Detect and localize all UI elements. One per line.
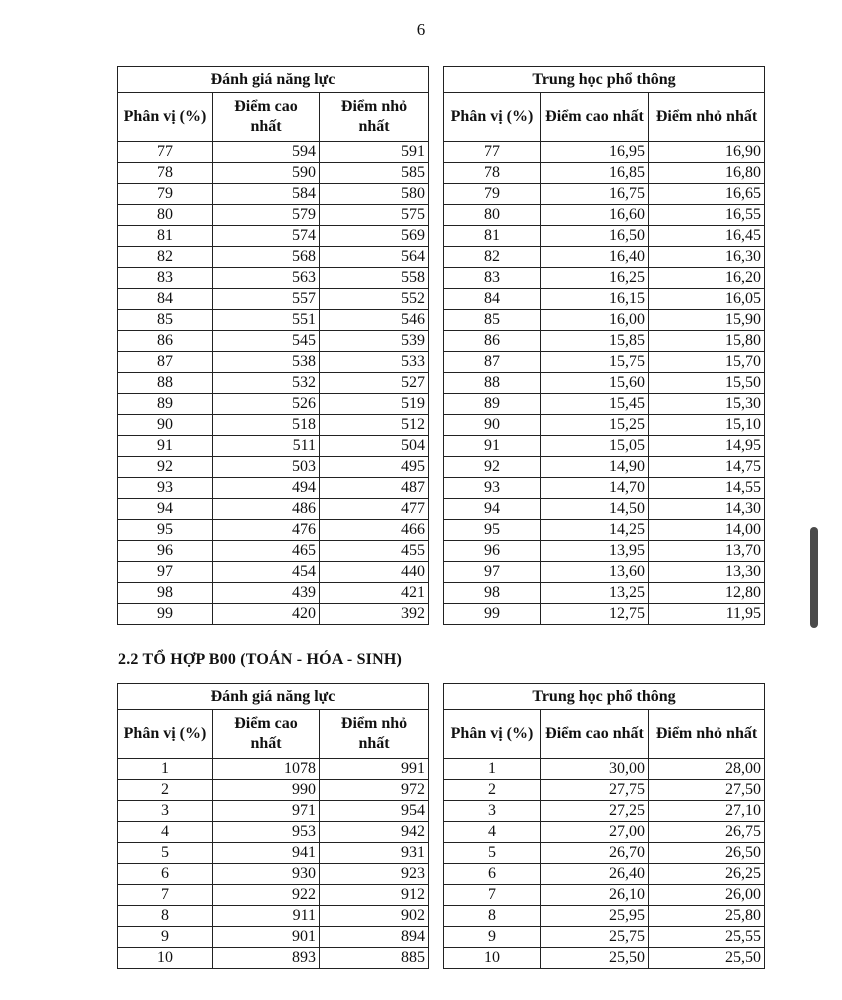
cell-max-score: 27,25: [541, 801, 649, 822]
cell-min-score: 28,00: [649, 759, 765, 780]
cell-percentile: 87: [444, 352, 541, 373]
cell-min-score: 25,55: [649, 927, 765, 948]
cell-min-score: 13,30: [649, 562, 765, 583]
cell-percentile: 8: [444, 906, 541, 927]
cell-max-score: 13,25: [541, 583, 649, 604]
col-header-min-score: Điểm nhỏ nhất: [320, 710, 429, 759]
cell-min-score: 25,50: [649, 948, 765, 969]
cell-percentile: 10: [444, 948, 541, 969]
table-thpt-top: [443, 66, 765, 625]
table-row: [118, 583, 429, 604]
table-row: [118, 247, 429, 268]
table-row: [118, 394, 429, 415]
table-row: [444, 927, 765, 948]
cell-max-score: 16,15: [541, 289, 649, 310]
col-header-max-score: Điểm cao nhất: [541, 93, 649, 142]
table-row: [444, 415, 765, 436]
cell-percentile: 84: [118, 289, 213, 310]
cell-min-score: 14,75: [649, 457, 765, 478]
cell-percentile: 91: [118, 436, 213, 457]
table-row: [118, 864, 429, 885]
cell-percentile: 1: [444, 759, 541, 780]
cell-min-score: 15,80: [649, 331, 765, 352]
cell-max-score: 16,75: [541, 184, 649, 205]
cell-max-score: 25,75: [541, 927, 649, 948]
table-row: [444, 906, 765, 927]
cell-percentile: 90: [118, 415, 213, 436]
cell-min-score: 16,30: [649, 247, 765, 268]
cell-max-score: 594: [213, 142, 320, 163]
cell-max-score: 494: [213, 478, 320, 499]
cell-max-score: 27,00: [541, 822, 649, 843]
cell-percentile: 94: [118, 499, 213, 520]
table-row: [444, 163, 765, 184]
table-row: [118, 520, 429, 541]
cell-min-score: 527: [320, 373, 429, 394]
col-header-percentile: Phân vị (%): [444, 710, 541, 759]
cell-max-score: 12,75: [541, 604, 649, 625]
cell-min-score: 13,70: [649, 541, 765, 562]
cell-max-score: 16,50: [541, 226, 649, 247]
cell-min-score: 15,10: [649, 415, 765, 436]
cell-min-score: 12,80: [649, 583, 765, 604]
table-row: [444, 541, 765, 562]
cell-percentile: 99: [118, 604, 213, 625]
table-row: [444, 247, 765, 268]
cell-max-score: 574: [213, 226, 320, 247]
cell-max-score: 1078: [213, 759, 320, 780]
table-row: [118, 948, 429, 969]
table-row: [118, 759, 429, 780]
cell-max-score: 26,10: [541, 885, 649, 906]
table-row: [118, 457, 429, 478]
cell-min-score: 991: [320, 759, 429, 780]
cell-min-score: 902: [320, 906, 429, 927]
cell-max-score: 893: [213, 948, 320, 969]
table-row: [444, 843, 765, 864]
cell-max-score: 16,00: [541, 310, 649, 331]
table-row: [444, 310, 765, 331]
cell-percentile: 90: [444, 415, 541, 436]
cell-min-score: 14,00: [649, 520, 765, 541]
table-row: [118, 562, 429, 583]
cell-percentile: 98: [118, 583, 213, 604]
table-row: [118, 184, 429, 205]
cell-max-score: 16,25: [541, 268, 649, 289]
table-row: [444, 184, 765, 205]
table-row: [118, 205, 429, 226]
cell-min-score: 923: [320, 864, 429, 885]
cell-percentile: 93: [444, 478, 541, 499]
cell-percentile: 84: [444, 289, 541, 310]
cell-percentile: 91: [444, 436, 541, 457]
table-row: [118, 906, 429, 927]
table-row: [118, 885, 429, 906]
col-header-percentile: Phân vị (%): [118, 93, 213, 142]
table-row: [444, 457, 765, 478]
cell-min-score: 512: [320, 415, 429, 436]
cell-percentile: 83: [444, 268, 541, 289]
cell-max-score: 901: [213, 927, 320, 948]
table-row: [118, 843, 429, 864]
cell-percentile: 80: [118, 205, 213, 226]
cell-min-score: 546: [320, 310, 429, 331]
section-heading: 2.2 TỔ HỢP B00 (TOÁN - HÓA - SINH): [118, 651, 403, 668]
cell-max-score: 14,50: [541, 499, 649, 520]
table-row: [118, 331, 429, 352]
table-row: [444, 520, 765, 541]
col-header-max-score: Điểm cao nhất: [213, 93, 320, 142]
cell-percentile: 78: [118, 163, 213, 184]
page-number: 6: [416, 20, 426, 39]
cell-min-score: 26,75: [649, 822, 765, 843]
cell-percentile: 89: [444, 394, 541, 415]
cell-max-score: 579: [213, 205, 320, 226]
cell-max-score: 15,75: [541, 352, 649, 373]
scrollbar-thumb[interactable]: [810, 527, 818, 628]
cell-percentile: 1: [118, 759, 213, 780]
cell-min-score: 11,95: [649, 604, 765, 625]
cell-percentile: 88: [118, 373, 213, 394]
table-title: Trung học phổ thông: [444, 684, 765, 710]
cell-min-score: 392: [320, 604, 429, 625]
cell-min-score: 580: [320, 184, 429, 205]
cell-min-score: 15,30: [649, 394, 765, 415]
cell-max-score: 14,70: [541, 478, 649, 499]
cell-min-score: 591: [320, 142, 429, 163]
cell-min-score: 972: [320, 780, 429, 801]
cell-percentile: 78: [444, 163, 541, 184]
cell-percentile: 2: [444, 780, 541, 801]
table-row: [444, 373, 765, 394]
cell-max-score: 911: [213, 906, 320, 927]
cell-max-score: 532: [213, 373, 320, 394]
cell-percentile: 94: [444, 499, 541, 520]
table-row: [118, 478, 429, 499]
cell-min-score: 533: [320, 352, 429, 373]
table-row: [444, 583, 765, 604]
cell-max-score: 503: [213, 457, 320, 478]
cell-min-score: 15,70: [649, 352, 765, 373]
table-row: [444, 562, 765, 583]
cell-percentile: 85: [444, 310, 541, 331]
table-row: [118, 415, 429, 436]
cell-percentile: 88: [444, 373, 541, 394]
cell-percentile: 92: [444, 457, 541, 478]
cell-min-score: 558: [320, 268, 429, 289]
cell-max-score: 26,70: [541, 843, 649, 864]
cell-min-score: 27,50: [649, 780, 765, 801]
cell-max-score: 511: [213, 436, 320, 457]
cell-percentile: 5: [444, 843, 541, 864]
cell-max-score: 454: [213, 562, 320, 583]
cell-max-score: 27,75: [541, 780, 649, 801]
cell-max-score: 13,60: [541, 562, 649, 583]
cell-max-score: 16,95: [541, 142, 649, 163]
table-row: [118, 541, 429, 562]
table-row: [118, 780, 429, 801]
cell-min-score: 495: [320, 457, 429, 478]
cell-percentile: 89: [118, 394, 213, 415]
cell-min-score: 14,55: [649, 478, 765, 499]
cell-min-score: 552: [320, 289, 429, 310]
cell-percentile: 97: [118, 562, 213, 583]
table-dgnl-top: [117, 66, 429, 625]
cell-percentile: 77: [444, 142, 541, 163]
cell-max-score: 25,95: [541, 906, 649, 927]
cell-percentile: 82: [444, 247, 541, 268]
cell-min-score: 440: [320, 562, 429, 583]
cell-percentile: 10: [118, 948, 213, 969]
col-header-max-score: Điểm cao nhất: [541, 710, 649, 759]
table-row: [444, 331, 765, 352]
table-title: Trung học phổ thông: [444, 67, 765, 93]
cell-max-score: 15,25: [541, 415, 649, 436]
cell-max-score: 551: [213, 310, 320, 331]
table-row: [444, 759, 765, 780]
table-row: [118, 927, 429, 948]
cell-min-score: 16,80: [649, 163, 765, 184]
col-header-min-score: Điểm nhỏ nhất: [320, 93, 429, 142]
table-row: [118, 801, 429, 822]
cell-min-score: 16,55: [649, 205, 765, 226]
table-row: [444, 499, 765, 520]
table-row: [444, 780, 765, 801]
table-row: [444, 205, 765, 226]
cell-percentile: 79: [118, 184, 213, 205]
table-row: [444, 142, 765, 163]
cell-percentile: 86: [444, 331, 541, 352]
col-header-max-score: Điểm cao nhất: [213, 710, 320, 759]
cell-max-score: 14,90: [541, 457, 649, 478]
cell-max-score: 590: [213, 163, 320, 184]
cell-min-score: 912: [320, 885, 429, 906]
cell-percentile: 2: [118, 780, 213, 801]
cell-percentile: 4: [444, 822, 541, 843]
cell-max-score: 16,60: [541, 205, 649, 226]
cell-max-score: 465: [213, 541, 320, 562]
cell-max-score: 557: [213, 289, 320, 310]
cell-max-score: 476: [213, 520, 320, 541]
table-title: Đánh giá năng lực: [118, 684, 429, 710]
cell-max-score: 953: [213, 822, 320, 843]
table-row: [118, 163, 429, 184]
cell-min-score: 519: [320, 394, 429, 415]
cell-percentile: 9: [444, 927, 541, 948]
table-row: [118, 373, 429, 394]
cell-max-score: 16,40: [541, 247, 649, 268]
table-row: [444, 268, 765, 289]
table-row: [444, 864, 765, 885]
cell-max-score: 25,50: [541, 948, 649, 969]
table-row: [118, 142, 429, 163]
cell-min-score: 539: [320, 331, 429, 352]
cell-max-score: 15,60: [541, 373, 649, 394]
table-row: [118, 226, 429, 247]
cell-percentile: 86: [118, 331, 213, 352]
table-row: [118, 822, 429, 843]
cell-percentile: 3: [444, 801, 541, 822]
table-row: [118, 499, 429, 520]
cell-percentile: 7: [444, 885, 541, 906]
table-dgnl-bottom: [117, 683, 429, 969]
cell-max-score: 941: [213, 843, 320, 864]
cell-max-score: 930: [213, 864, 320, 885]
cell-max-score: 526: [213, 394, 320, 415]
cell-min-score: 16,05: [649, 289, 765, 310]
cell-min-score: 885: [320, 948, 429, 969]
table-row: [444, 604, 765, 625]
cell-min-score: 942: [320, 822, 429, 843]
col-header-min-score: Điểm nhỏ nhất: [649, 710, 765, 759]
table-row: [444, 885, 765, 906]
cell-max-score: 545: [213, 331, 320, 352]
table-title: Đánh giá năng lực: [118, 67, 429, 93]
cell-percentile: 99: [444, 604, 541, 625]
table-row: [444, 801, 765, 822]
cell-max-score: 563: [213, 268, 320, 289]
cell-min-score: 14,30: [649, 499, 765, 520]
cell-min-score: 575: [320, 205, 429, 226]
cell-percentile: 81: [118, 226, 213, 247]
col-header-percentile: Phân vị (%): [118, 710, 213, 759]
cell-min-score: 15,50: [649, 373, 765, 394]
cell-percentile: 87: [118, 352, 213, 373]
cell-percentile: 97: [444, 562, 541, 583]
cell-max-score: 990: [213, 780, 320, 801]
table-row: [444, 226, 765, 247]
table-row: [118, 289, 429, 310]
cell-max-score: 538: [213, 352, 320, 373]
table-row: [444, 822, 765, 843]
table-row: [118, 268, 429, 289]
cell-min-score: 14,95: [649, 436, 765, 457]
cell-min-score: 16,65: [649, 184, 765, 205]
cell-min-score: 421: [320, 583, 429, 604]
cell-percentile: 6: [118, 864, 213, 885]
cell-max-score: 15,85: [541, 331, 649, 352]
cell-percentile: 3: [118, 801, 213, 822]
table-thpt-bottom: [443, 683, 765, 969]
cell-max-score: 14,25: [541, 520, 649, 541]
cell-max-score: 15,05: [541, 436, 649, 457]
cell-percentile: 81: [444, 226, 541, 247]
cell-percentile: 80: [444, 205, 541, 226]
cell-max-score: 420: [213, 604, 320, 625]
cell-percentile: 85: [118, 310, 213, 331]
cell-min-score: 585: [320, 163, 429, 184]
cell-max-score: 971: [213, 801, 320, 822]
cell-min-score: 16,20: [649, 268, 765, 289]
cell-max-score: 439: [213, 583, 320, 604]
table-row: [444, 436, 765, 457]
cell-max-score: 486: [213, 499, 320, 520]
cell-min-score: 26,00: [649, 885, 765, 906]
cell-max-score: 15,45: [541, 394, 649, 415]
cell-percentile: 9: [118, 927, 213, 948]
cell-min-score: 27,10: [649, 801, 765, 822]
cell-percentile: 77: [118, 142, 213, 163]
cell-percentile: 6: [444, 864, 541, 885]
cell-percentile: 8: [118, 906, 213, 927]
cell-min-score: 26,50: [649, 843, 765, 864]
cell-min-score: 477: [320, 499, 429, 520]
cell-min-score: 487: [320, 478, 429, 499]
cell-min-score: 894: [320, 927, 429, 948]
cell-max-score: 13,95: [541, 541, 649, 562]
cell-min-score: 25,80: [649, 906, 765, 927]
cell-min-score: 15,90: [649, 310, 765, 331]
cell-min-score: 504: [320, 436, 429, 457]
table-row: [118, 604, 429, 625]
cell-percentile: 98: [444, 583, 541, 604]
table-row: [118, 310, 429, 331]
cell-min-score: 564: [320, 247, 429, 268]
cell-percentile: 93: [118, 478, 213, 499]
cell-max-score: 922: [213, 885, 320, 906]
cell-percentile: 95: [118, 520, 213, 541]
cell-percentile: 96: [118, 541, 213, 562]
table-row: [118, 436, 429, 457]
table-row: [444, 352, 765, 373]
table-row: [444, 394, 765, 415]
cell-percentile: 82: [118, 247, 213, 268]
cell-min-score: 466: [320, 520, 429, 541]
cell-min-score: 455: [320, 541, 429, 562]
cell-percentile: 7: [118, 885, 213, 906]
cell-percentile: 79: [444, 184, 541, 205]
cell-max-score: 16,85: [541, 163, 649, 184]
table-row: [444, 478, 765, 499]
table-row: [118, 352, 429, 373]
cell-percentile: 95: [444, 520, 541, 541]
col-header-min-score: Điểm nhỏ nhất: [649, 93, 765, 142]
cell-max-score: 30,00: [541, 759, 649, 780]
table-row: [444, 948, 765, 969]
cell-min-score: 569: [320, 226, 429, 247]
cell-min-score: 16,45: [649, 226, 765, 247]
cell-percentile: 96: [444, 541, 541, 562]
cell-percentile: 83: [118, 268, 213, 289]
cell-min-score: 931: [320, 843, 429, 864]
cell-min-score: 954: [320, 801, 429, 822]
cell-max-score: 518: [213, 415, 320, 436]
cell-percentile: 4: [118, 822, 213, 843]
col-header-percentile: Phân vị (%): [444, 93, 541, 142]
cell-percentile: 5: [118, 843, 213, 864]
table-row: [444, 289, 765, 310]
cell-max-score: 568: [213, 247, 320, 268]
cell-min-score: 26,25: [649, 864, 765, 885]
cell-max-score: 584: [213, 184, 320, 205]
cell-min-score: 16,90: [649, 142, 765, 163]
cell-percentile: 92: [118, 457, 213, 478]
cell-max-score: 26,40: [541, 864, 649, 885]
